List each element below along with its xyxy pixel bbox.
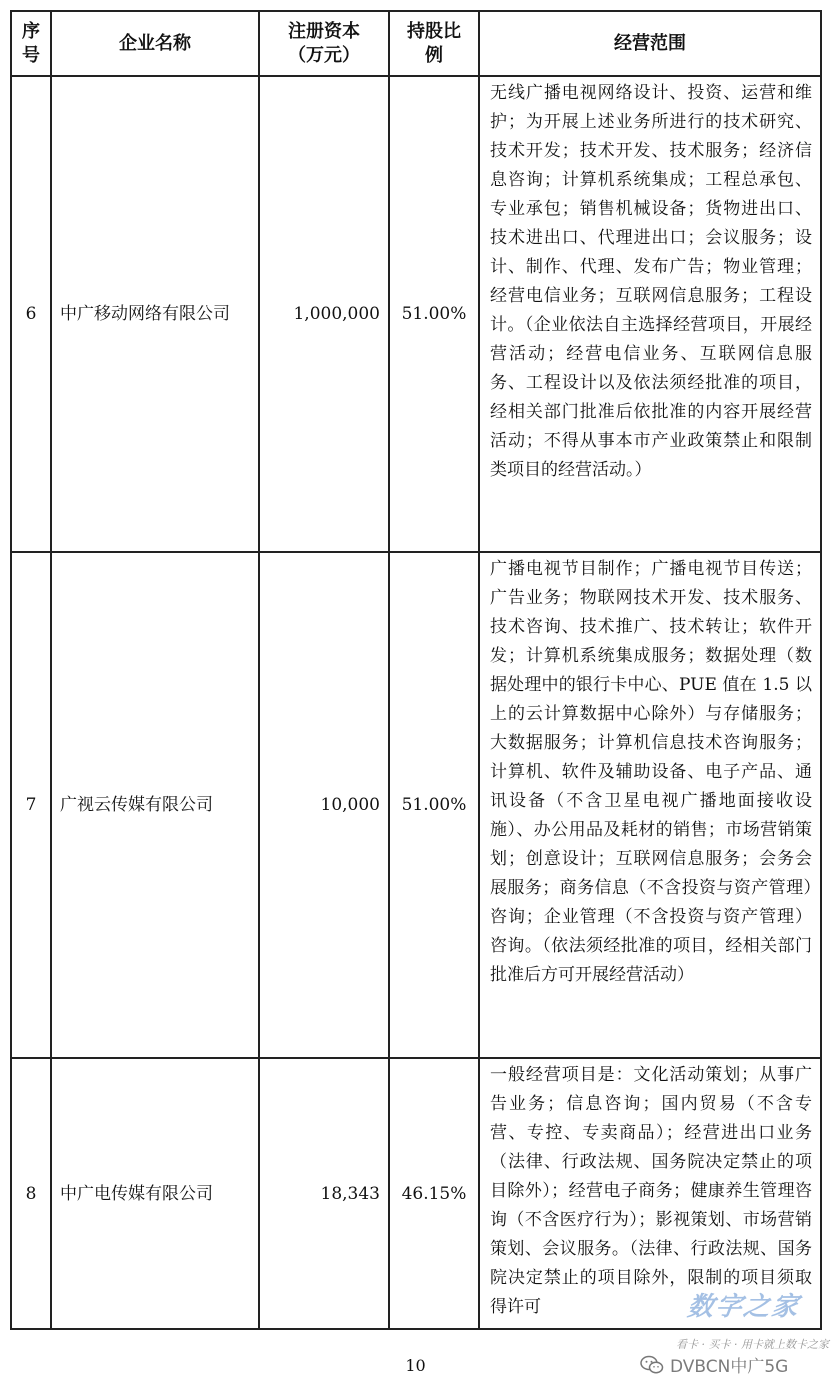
company-table [10,10,822,1330]
watermark-account [640,1352,788,1377]
header-seq: 序 号 [11,11,51,76]
header-scope: 经营范围 [479,11,821,76]
header-row [11,11,821,76]
header-ratio: 持股比 例 [389,11,479,76]
header-name: 企业名称 [51,11,259,76]
watermark-logo: 数字之家 [685,1292,802,1322]
cell-seq: 7 [11,552,51,1058]
cell-ratio: 46.15% [389,1058,479,1329]
cell-name: 中广移动网络有限公司 [51,76,259,552]
cell-seq: 8 [11,1058,51,1329]
wechat-icon [640,1355,664,1375]
cell-seq: 6 [11,76,51,552]
header-capital: 注册资本 （万元） [259,11,389,76]
cell-name: 广视云传媒有限公司 [51,552,259,1058]
cell-capital: 1,000,000 [259,76,389,552]
table-row [11,76,821,552]
cell-ratio: 51.00% [389,552,479,1058]
cell-scope: 无线广播电视网络设计、投资、运营和维护；为开展上述业务所进行的技术研究、技术开发；技术开发、技术服务；经济信息咨询；计算机系统集成；工程总承包、专业承包；销售机械设备；货物进出口、技术进出口、代理进出口；会议服务；设计、制作、代理、发布广告；物业管理；经营电信业务；互联网信息服务；工程设计。（企业依法自主选择经营项目，开展经营活动；经营电信业务、互联网信息服务、工程设计以及依法须经批准的项目，经相关部门批准后依批准的内容开展经营活动；不得从事本市产业政策禁止和限制类项目的经营活动。） [479,76,821,552]
table-row [11,552,821,1058]
cell-capital: 10,000 [259,552,389,1058]
watermark-slogan: 看卡 · 买卡 · 用卡就上数卡之家 [676,1338,829,1351]
cell-capital: 18,343 [259,1058,389,1329]
cell-scope: 一般经营项目是：文化活动策划；从事广告业务；信息咨询；国内贸易（不含专营、专控、专卖商品）；经营进出口业务（法律、行政法规、国务院决定禁止的项目除外）；经营电子商务；健康养生管理咨询（不含医疗行为）；影视策划、市场营销策划、会议服务。（法律、行政法规、国务院决定禁止的项目除外，限制的项目须取得许可 [479,1058,821,1329]
watermark-account-text: DVBCN中广5G [670,1357,789,1377]
cell-name: 中广电传媒有限公司 [51,1058,259,1329]
cell-scope: 广播电视节目制作；广播电视节目传送；广告业务；物联网技术开发、技术服务、技术咨询、技术推广、技术转让；软件开发；计算机系统集成服务；数据处理（数据处理中的银行卡中心、PUE 值在 1.5 以上的云计算数据中心除外）与存储服务；大数据服务；计算机信息技术咨询服务；计算机、软件及辅助设备、电子产品、通讯设备（不含卫星电视广播地面接收设施）、办公用品及耗材的销售；市场营销策划；创意设计；互联网信息服务；会务会展服务；商务信息（不含投资与资产管理）咨询；企业管理（不含投资与资产管理）咨询。（依法须经批准的项目，经相关部门批准后方可开展经营活动） [479,552,821,1058]
cell-ratio: 51.00% [389,76,479,552]
page-number: 10 [405,1356,426,1375]
